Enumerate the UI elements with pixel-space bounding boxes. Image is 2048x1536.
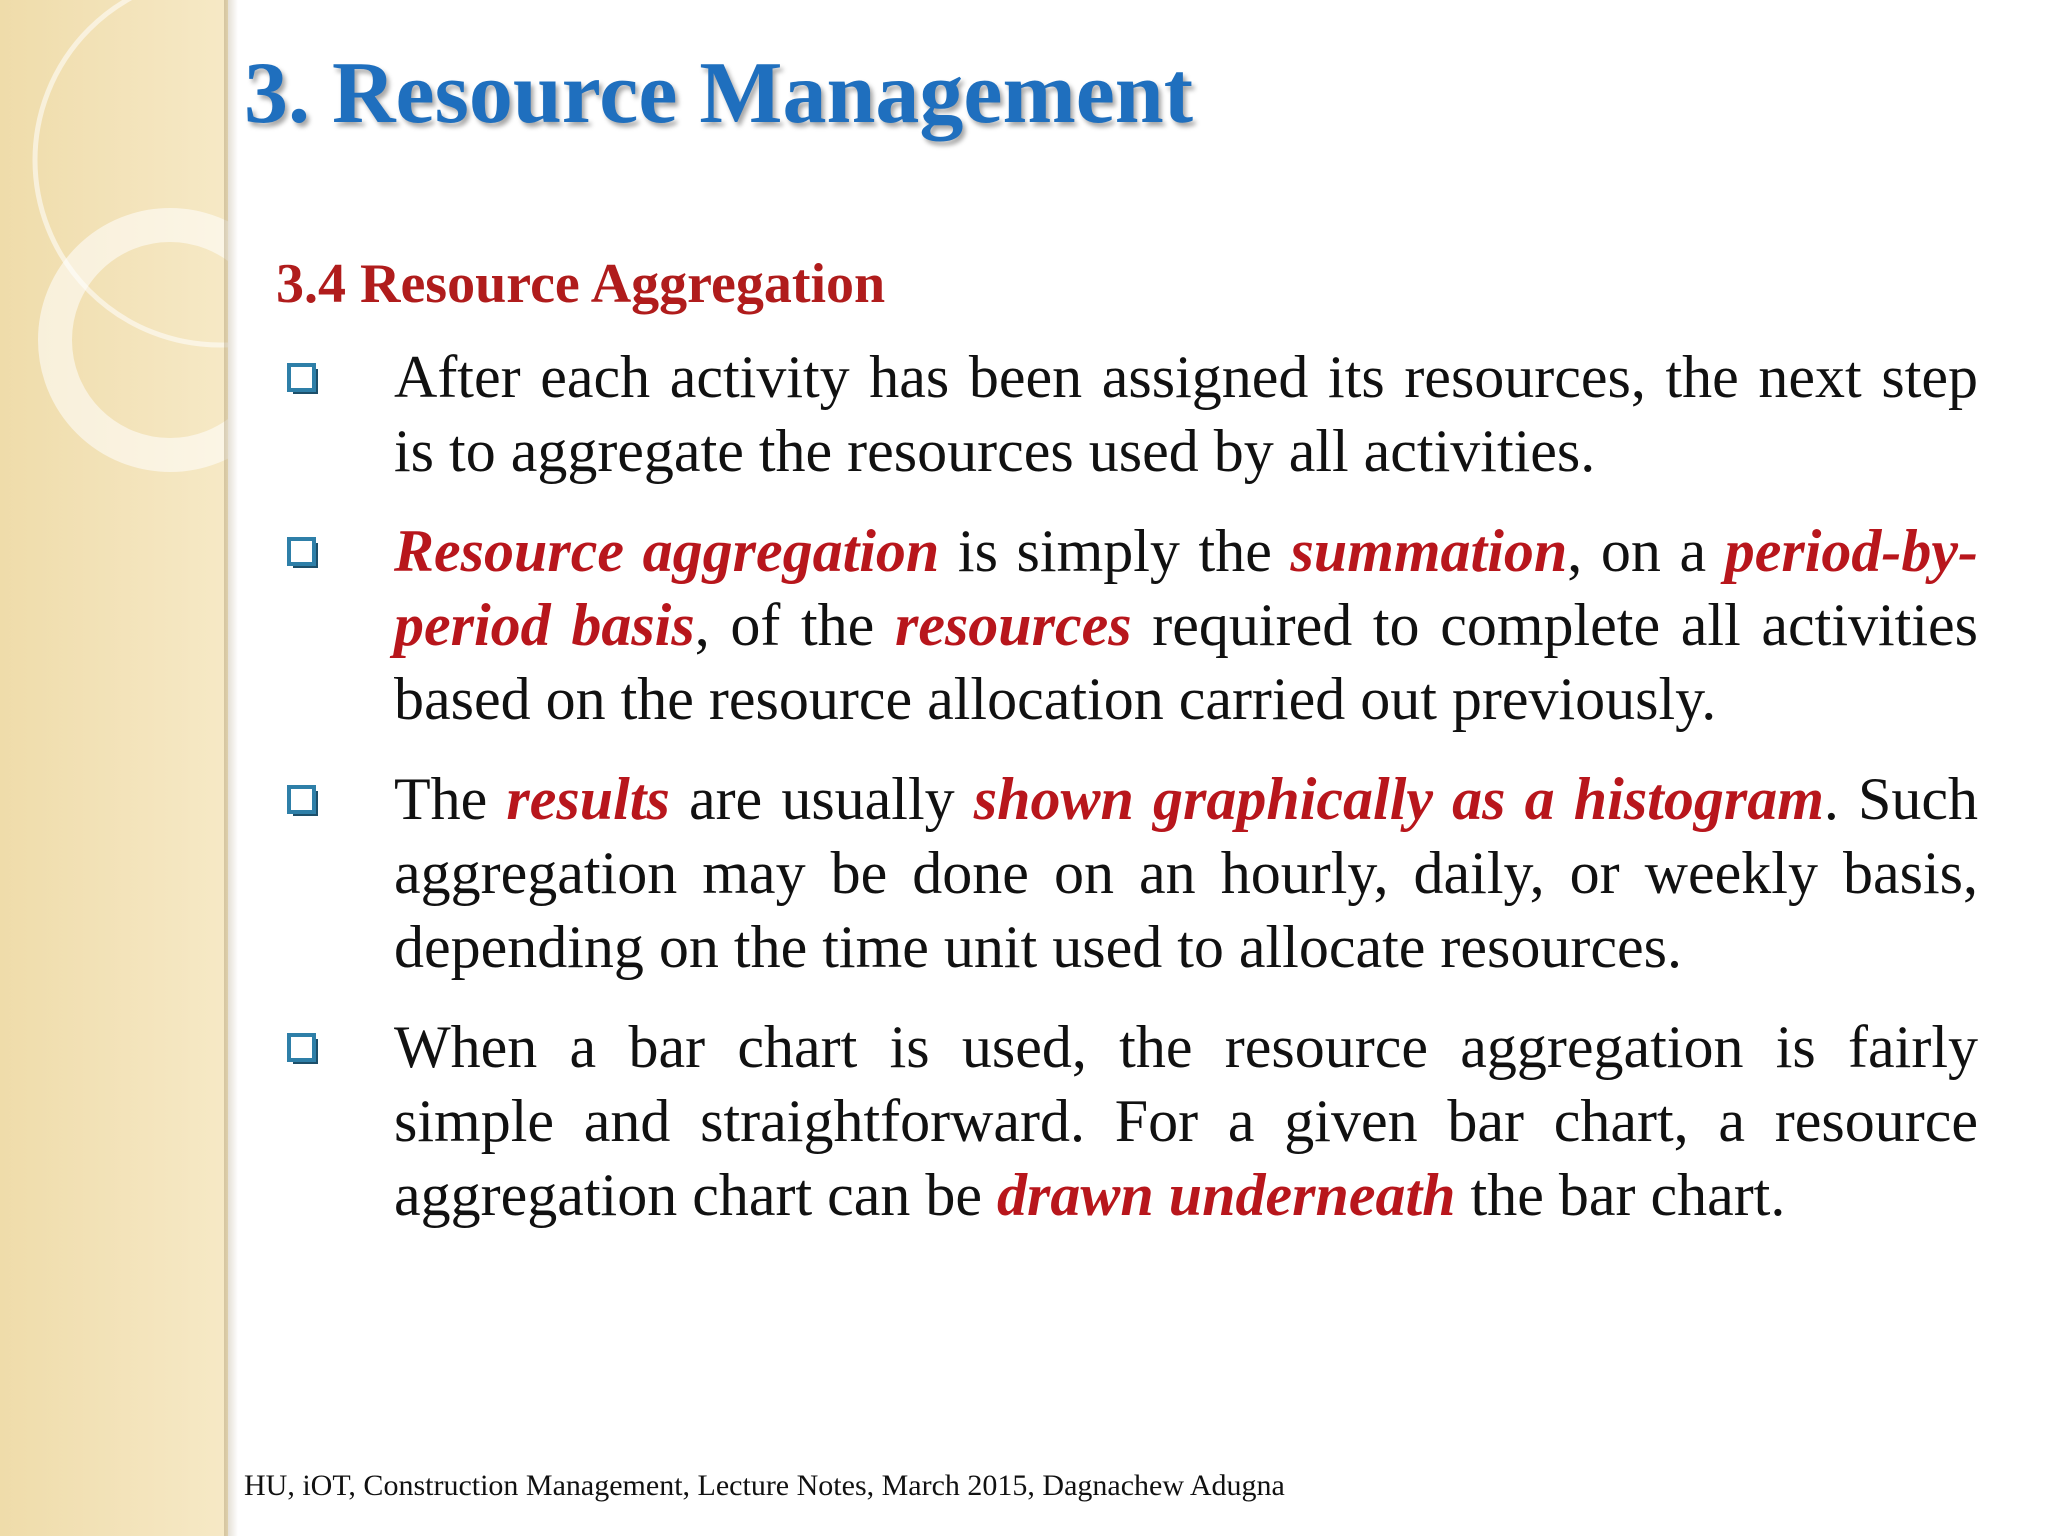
checkbox-square-icon [286, 536, 320, 570]
bullet-text [394, 1010, 1978, 1232]
bullet-item [276, 1010, 1978, 1232]
text-run: the bar chart. [1455, 1162, 1786, 1228]
section-subtitle: 3.4 Resource Aggregation [276, 253, 886, 315]
text-run: When a bar chart is used, the resource aggregation is fairly simple and straightforward. For a given bar chart, a resource aggregation chart can be [394, 1014, 1978, 1228]
text-run: is simply the [939, 518, 1291, 584]
text-run: , on a [1567, 518, 1725, 584]
highlighted-term: period-by-period basis [394, 518, 1978, 658]
bullet-list [276, 340, 1978, 1258]
bullet-text [394, 340, 1978, 488]
highlighted-term: drawn underneath [997, 1162, 1456, 1228]
text-run: After each activity has been assigned its resources, the next step is to aggregate the resources used by all activities. [394, 344, 1978, 484]
highlighted-term: summation [1290, 518, 1568, 584]
bullet-item [276, 514, 1978, 736]
bullet-text [394, 514, 1978, 736]
ring-decoration-icon [0, 0, 228, 560]
decorative-sidebar [0, 0, 228, 1536]
text-run: required to complete all activities based on the resource allocation carried out previously. [394, 592, 1978, 732]
highlighted-term: results [506, 766, 670, 832]
text-run: The [394, 766, 507, 832]
text-run: are usually [669, 766, 974, 832]
bullet-item [276, 340, 1978, 488]
checkbox-square-icon [286, 1032, 320, 1066]
text-run: , of the [694, 592, 895, 658]
text-run: . Such aggregation may be done on an hourly, daily, or weekly basis, depending on the time unit used to allocate resources. [394, 766, 1979, 980]
highlighted-term: resources [894, 592, 1132, 658]
highlighted-term: shown graphically as a histogram [973, 766, 1824, 832]
checkbox-square-icon [286, 784, 320, 818]
slide-footer: HU, iOT, Construction Management, Lecture Notes, March 2015, Dagnachew Adugna [244, 1469, 1285, 1502]
bullet-text [394, 762, 1978, 984]
slide-title: 3. Resource Management [244, 45, 1194, 142]
highlighted-term: Resource aggregation [394, 518, 940, 584]
checkbox-square-icon [286, 362, 320, 396]
sidebar-shadow [224, 0, 238, 1536]
bullet-item [276, 762, 1978, 984]
